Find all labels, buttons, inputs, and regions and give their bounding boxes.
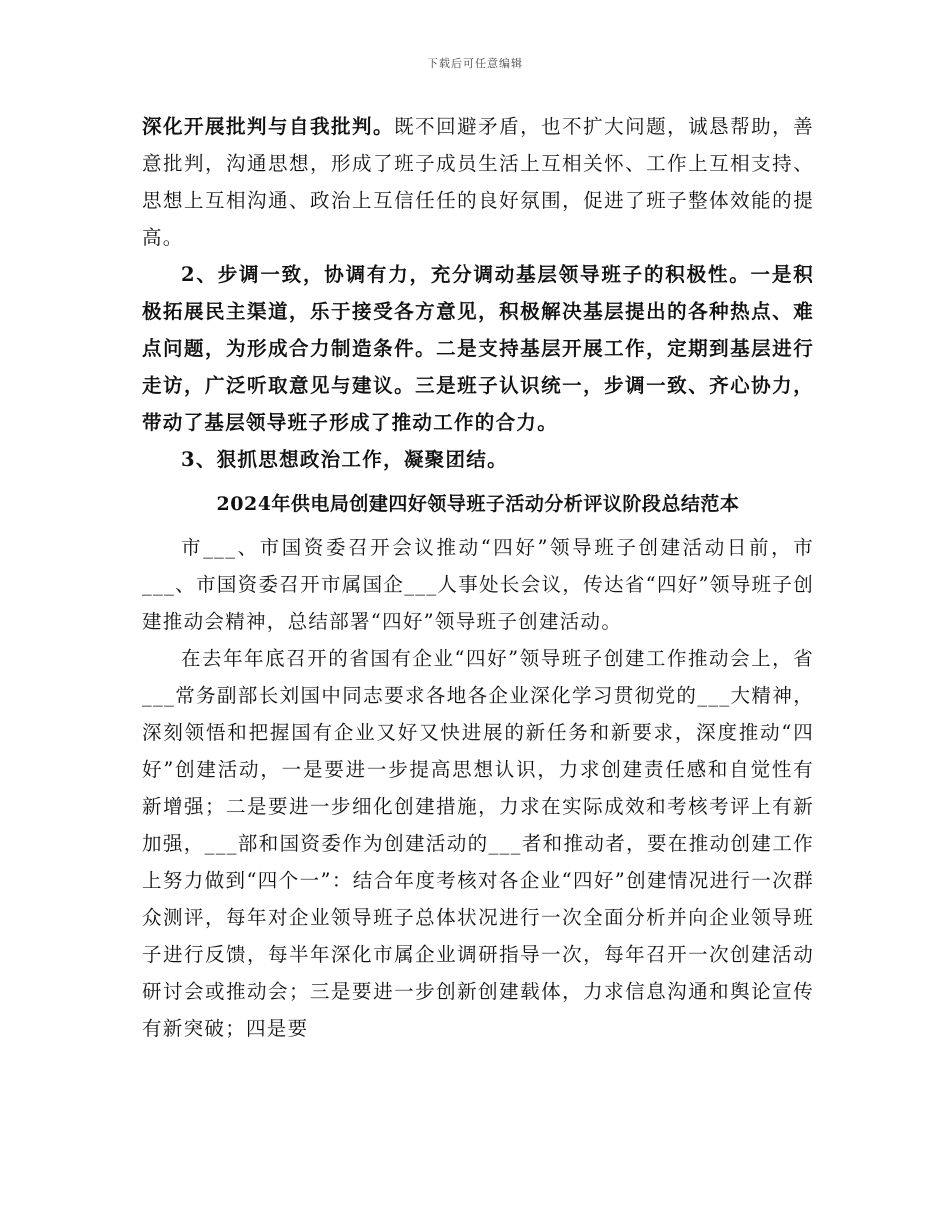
section-title: 2024年供电局创建四好领导班子活动分析评议阶段总结范本: [216, 493, 740, 515]
paragraph-2: 2、步调一致，协调有力，充分调动基层领导班子的积极性。一是积极拓展民主渠道，乐于接受各方意见，积极解决基层提出的各种热点、难点问题，为形成合力制造条件。二是支持基层开展工作，定期到基层进行走访，广泛听取意见与建议。三是班子认识统一，步调一致、齐心协力，带动了基层领导班子形成了推动工作的合力。: [142, 263, 814, 434]
paragraph-1-text: 既不回避矛盾，也不扩大问题，诚恳帮助，善意批判，沟通思想，形成了班子成员生活上互相关怀、工作上互相支持、思想上互相沟通、政治上互信任任的良好氛围，促进了班子整体效能的提高。: [142, 115, 814, 249]
paragraph-3: 3、狠抓思想政治工作，凝聚团结。: [181, 448, 508, 471]
paragraph-5: 在去年年底召开的省国有企业“四好”领导班子创建工作推动会上，省___常务副部长刘国中同志要求各地各企业深化学习贯彻党的___大精神，深刻领悟和把握国有企业又好又快进展的新任务和新要求，深度推动“四好”创建活动，一是要进一步提高思想认识，力求创建责任感和自觉性有新增强；二是要进一步细化创建措施，力求在实际成效和考核考评上有新加强，___部和国资委作为创建活动的___者和推动者，要在推动创建工作上努力做到“四个一”：结合年度考核对各企业“四好”创建情况进行一次群众测评，每年对企业领导班子总体状况进行一次全面分析并向企业领导班子进行反馈，每半年深化市属企业调研指导一次，每年召开一次创建活动研讨会或推动会；三是要进一步创新创建载体，力求信息沟通和舆论宣传有新突破；四是要: [142, 647, 814, 1040]
paragraph-1: [142, 108, 814, 256]
document-body: [142, 108, 814, 1047]
page-header: 下载后可任意编辑: [427, 57, 523, 70]
paragraph-4: 市___、市国资委召开会议推动“四好”领导班子创建活动日前，市___、市国资委召开市属国企___人事处长会议，传达省“四好”领导班子创建推动会精神，总结部署“四好”领导班子创建活动。: [142, 536, 814, 633]
paragraph-1-bold-lead: 深化开展批判与自我批判。: [142, 115, 395, 138]
